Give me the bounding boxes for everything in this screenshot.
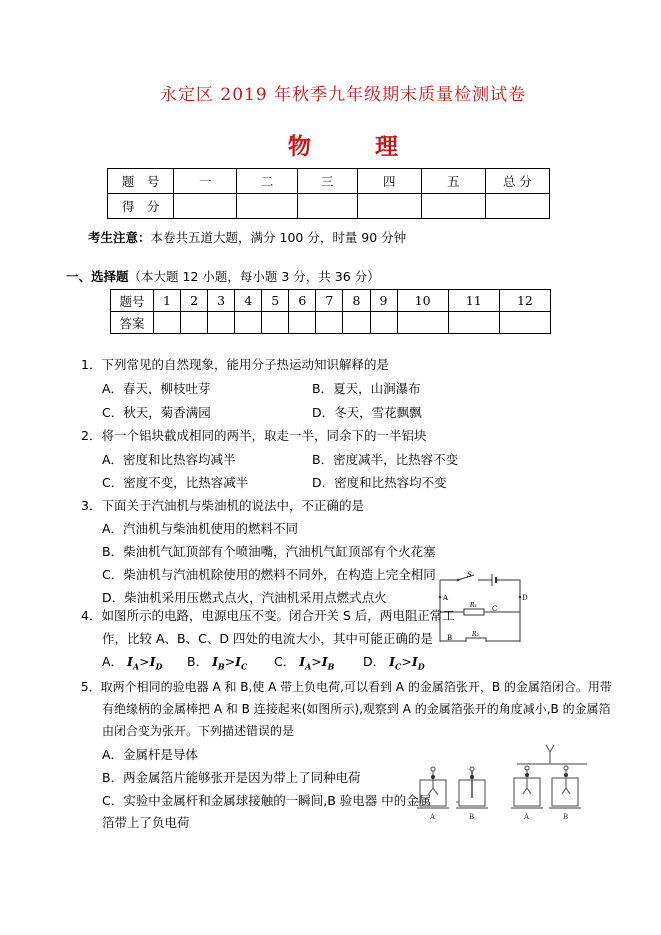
score-row-label: 得 分 [108, 194, 174, 219]
subject-title [288, 128, 400, 161]
score-header-cell: 二 [237, 169, 297, 194]
answer-cell [343, 312, 370, 334]
score-cell [297, 194, 357, 219]
electroscope-a-right [511, 766, 543, 808]
point-a-label: A [443, 594, 449, 602]
answer-cell [181, 312, 208, 334]
question-5-stem-line-3: 由闭合变为张开。下列描述错误的是 [102, 724, 295, 738]
answer-cell [316, 312, 343, 334]
question-3-option-b: B．柴油机气缸顶部有个喷油嘴，汽油机气缸顶部有个火花塞 [102, 544, 436, 559]
question-3-stem: 3．下面关于汽油机与柴油机的说法中，不正确的是 [81, 498, 364, 513]
subject-char-1: 物 [288, 134, 313, 160]
question-4-stem-line-1: 4．如图所示的电路，电源电压不变。闭合开关 S 后，两电阻正常工 [81, 608, 455, 623]
question-3-option-d: D．柴油机采用压燃式点火，汽油机采用点燃式点火 [102, 590, 387, 605]
score-header-cell: 一 [174, 169, 237, 194]
score-table-header-row [108, 169, 550, 194]
answer-row-label: 题号 [111, 290, 154, 312]
score-table [107, 168, 550, 219]
question-2-option-d: D．密度和比热容均不变 [312, 475, 447, 490]
resistor-r2 [466, 638, 486, 642]
answer-row-label: 答案 [111, 312, 154, 334]
question-1-option-d: D．冬天，雪花飘飘 [312, 405, 422, 420]
question-number-cell: 7 [316, 290, 343, 312]
score-cell [357, 194, 421, 219]
answer-cell [397, 312, 448, 334]
question-3-option-a: A．汽油机与柴油机使用的燃料不同 [102, 521, 299, 536]
question-number-cell: 3 [208, 290, 235, 312]
question-number-cell: 9 [370, 290, 397, 312]
answer-cell [262, 312, 289, 334]
answer-table [110, 289, 551, 334]
electroscope-diagram [412, 740, 592, 825]
question-5-stem-line-2: 有绝缘柄的金属棒把 A 和 B 连接起来(如图所示),观察到 A 的金属箔张开的角度减小,B 的金属箔 [102, 702, 611, 716]
score-header-cell: 五 [421, 169, 485, 194]
question-4-option-b: B． $I_B>I_C$ [187, 654, 248, 672]
question-number-cell: 10 [397, 290, 448, 312]
question-number-cell: 6 [289, 290, 316, 312]
answer-cell [154, 312, 181, 334]
question-number-cell: 8 [343, 290, 370, 312]
exam-title: 永定区 2019 年秋季九年级期末质量检测试卷 [160, 85, 527, 105]
question-1-option-c: C．秋天，菊香满园 [102, 405, 211, 420]
answer-cell [448, 312, 499, 334]
exam-notice [88, 228, 406, 246]
switch-label: S [467, 571, 472, 579]
question-2-stem: 2．将一个铝块截成相同的两半，取走一半，同余下的一半铝块 [81, 428, 427, 443]
r2-label: R₂ [472, 631, 479, 638]
notice-label: 考生注意： [88, 230, 151, 245]
answer-table-number-row [111, 290, 551, 312]
question-4-option-a: A． $I_A>I_D$ [102, 654, 163, 672]
circuit-wire [496, 580, 520, 642]
question-number-cell: 1 [154, 290, 181, 312]
insulated-handle [546, 745, 554, 764]
question-3-option-c: C．柴油机与汽油机除使用的燃料不同外，在构造上完全相同 [102, 567, 436, 582]
score-header-cell: 总 分 [485, 169, 549, 194]
point-b-label: B [447, 634, 453, 642]
electroscope-b-right [549, 766, 581, 808]
score-cell [174, 194, 237, 219]
r1-label: R₁ [470, 602, 477, 609]
resistor-r1 [464, 609, 484, 615]
subject-char-2: 理 [375, 134, 401, 160]
electroscope-a-left [417, 767, 449, 808]
section-heading [66, 267, 380, 285]
question-4-option-c: C． $I_A>I_B$ [274, 654, 335, 672]
score-cell [421, 194, 485, 219]
question-number-cell: 2 [181, 290, 208, 312]
score-table-score-row [108, 194, 550, 219]
score-header-cell: 四 [357, 169, 421, 194]
question-4-option-d: D． $I_C>I_D$ [363, 654, 425, 672]
score-cell [485, 194, 549, 219]
figure-label-b-connected: B [563, 813, 569, 821]
answer-cell [370, 312, 397, 334]
score-cell [237, 194, 297, 219]
section-detail: （本大题 12 小题，每小题 3 分，共 36 分） [128, 269, 380, 284]
question-1-stem: 1．下列常见的自然现象，能用分子热运动知识解释的是 [81, 357, 389, 372]
point-c-label: C [492, 605, 498, 613]
question-1-option-a: A．春天，柳枝吐芽 [102, 381, 211, 396]
figure-label-a: A [430, 813, 436, 821]
score-header-cell: 题 号 [108, 169, 174, 194]
question-number-cell: 4 [235, 290, 262, 312]
answer-cell [208, 312, 235, 334]
electroscope-b-left [456, 767, 488, 808]
notice-text: 本卷共五道大题，满分 100 分，时量 90 分钟 [150, 230, 407, 245]
question-2-option-a: A．密度和比热容均减半 [102, 452, 236, 467]
question-5-option-c: C．实验中金属杆和金属球接触的一瞬间,B 验电器 中的金属 [102, 793, 432, 808]
figure-label-b: B [469, 813, 475, 821]
question-2-option-c: C．密度不变，比热容减半 [102, 475, 249, 490]
question-2-option-b: B．密度减半，比热容不变 [312, 452, 459, 467]
answer-cell [499, 312, 550, 334]
answer-cell [289, 312, 316, 334]
question-5-option-b: B．两金属箔片能够张开是因为带上了同种电荷 [102, 770, 361, 785]
answer-cell [235, 312, 262, 334]
question-number-cell: 11 [448, 290, 499, 312]
question-5-option-c-continued: 箔带上了负电荷 [102, 815, 190, 830]
answer-table-answer-row [111, 312, 551, 334]
question-4-stem-line-2: 作，比较 A、B、C、D 四处的电流大小，其中可能正确的是 [102, 631, 433, 646]
point-d-label: D [522, 594, 528, 602]
score-header-cell: 三 [297, 169, 357, 194]
question-5-stem-line-1: 5．取两个相同的验电器 A 和 B,使 A 带上负电荷,可以看到 A 的金属箔张开，B 的金属箔闭合。用带 [81, 680, 612, 694]
question-number-cell: 12 [499, 290, 550, 312]
question-5-option-a: A．金属杆是导体 [102, 747, 199, 762]
question-1-option-b: B．夏天，山涧瀑布 [312, 381, 421, 396]
figure-label-a-connected: A [524, 813, 530, 821]
section-title: 一、选择题 [66, 269, 129, 284]
question-number-cell: 5 [262, 290, 289, 312]
